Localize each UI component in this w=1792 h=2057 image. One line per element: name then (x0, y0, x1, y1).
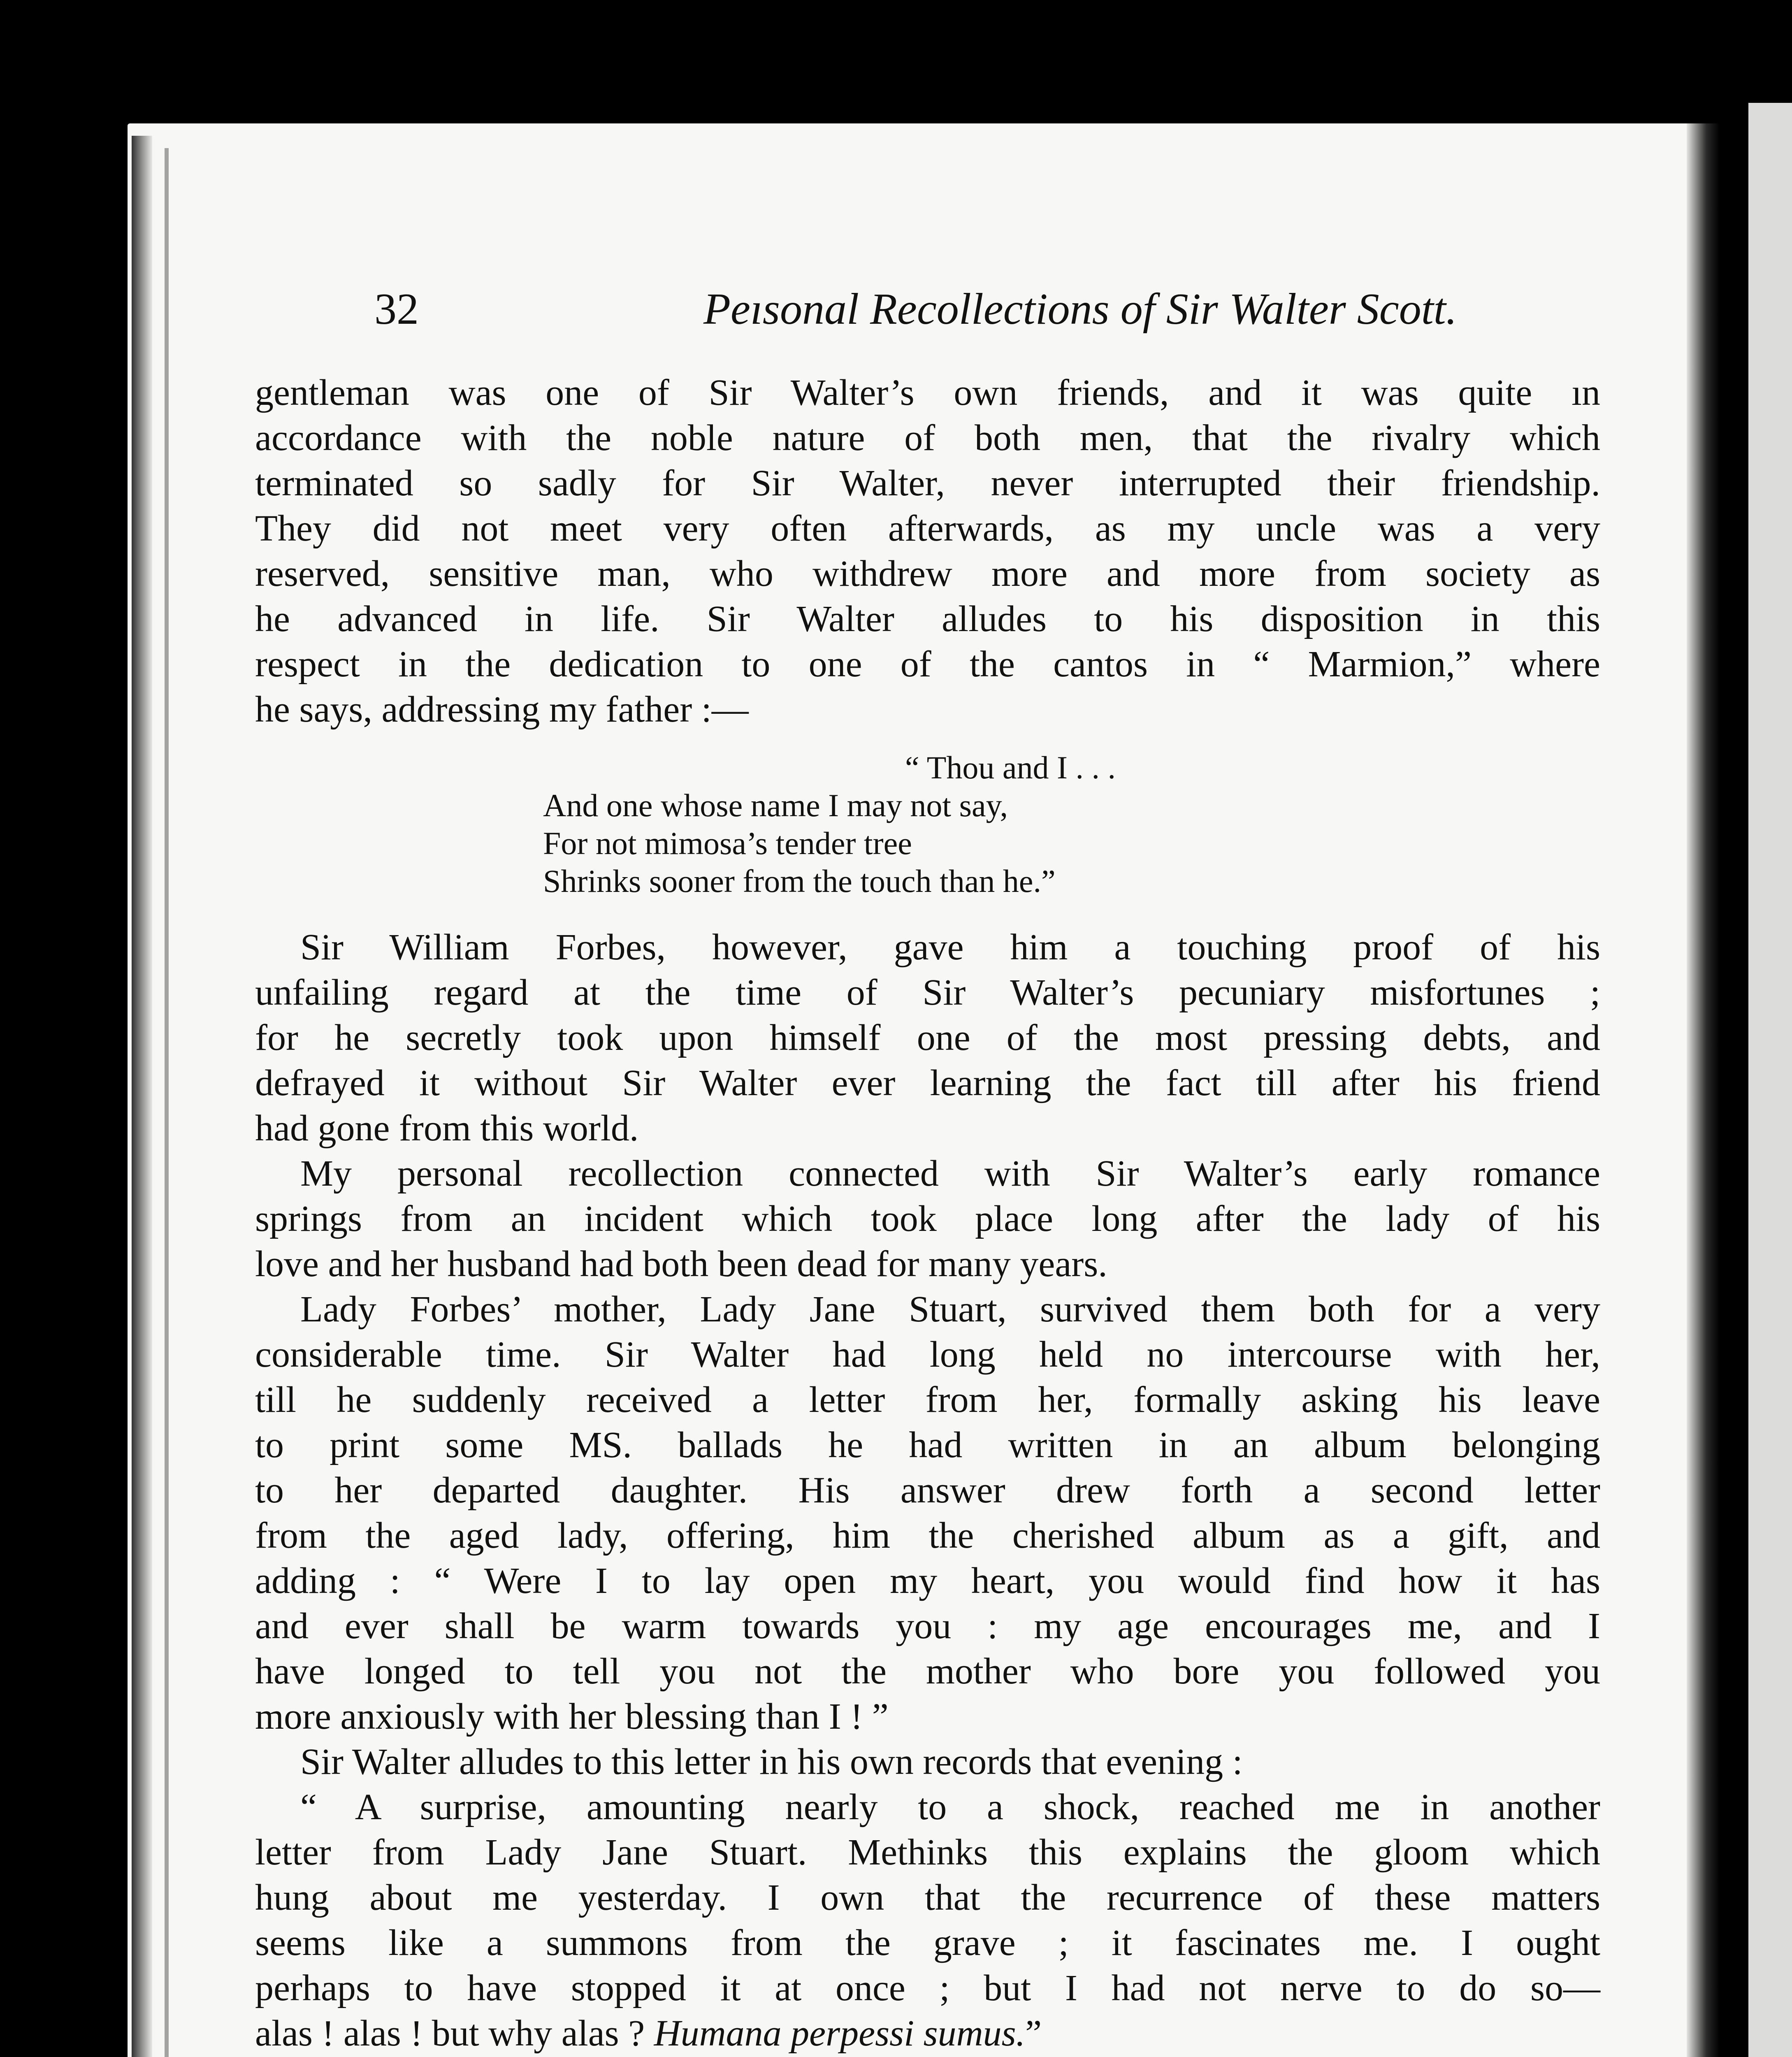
text-line: My personal recollection connected with Sir Walter’s early romance (300, 1153, 1600, 1194)
text-line: perhaps to have stopped it at once ; but I had not nerve to do so— (255, 1968, 1600, 2008)
text-line: Sir Walter alludes to this letter in his own records that evening : (300, 1741, 1243, 1782)
text-line: considerable time. Sir Walter had long held no intercourse with her, (255, 1334, 1600, 1375)
facing-page-edge (1748, 103, 1792, 2057)
text-line: accordance with the noble nature of both men, that the rivalry which (255, 418, 1600, 458)
text-line: he says, addressing my father :— (255, 689, 749, 730)
text-line: gentleman was one of Sir Walter’s own friends, and it was quite ın (255, 372, 1600, 413)
text-line: more anxiously with her blessing than I ! ” (255, 1696, 889, 1737)
text-line: letter from Lady Jane Stuart. Methinks this explains the gloom which (255, 1832, 1600, 1873)
text-line: adding : “ Were I to lay open my heart, you would find how it has (255, 1560, 1600, 1601)
text-line: respect in the dedication to one of the cantos in “ Marmion,” where (255, 644, 1600, 685)
paragraph-2 (255, 925, 1600, 1151)
verse-line: And one whose name I may not say, (543, 787, 1008, 823)
text-line: Sir William Forbes, however, gave him a touching proof of his (300, 927, 1600, 968)
verse-line: For not mimosa’s tender tree (543, 825, 912, 861)
gutter-line (165, 148, 169, 2057)
text-line: love and her husband had both been dead for many years. (255, 1244, 1107, 1284)
page-number: 32 (374, 285, 419, 334)
gutter-shadow (132, 136, 152, 2057)
running-title: Peısonal Recollections of Sir Walter Scott. (703, 285, 1457, 334)
latin-phrase: Humana perpessi sumus. (654, 2013, 1026, 2054)
text-line: reserved, sensitive man, who withdrew more and more from society as (255, 553, 1600, 594)
verse-quotation (255, 749, 1600, 900)
text-line: “ A surprise, amounting nearly to a shock, reached me in another (300, 1787, 1600, 1827)
text-line: to her departed daughter. His answer drew forth a second letter (255, 1470, 1600, 1511)
verse-line: Shrinks sooner from the touch than he.” (543, 863, 1056, 899)
text-line: unfailing regard at the time of Sir Walter’s pecuniary misfortunes ; (255, 972, 1600, 1013)
paragraph-3 (255, 1151, 1600, 1287)
text-line: hung about me yesterday. I own that the recurrence of these matters (255, 1877, 1600, 1918)
text-line: and ever shall be warm towards you : my age encourages me, and I (255, 1606, 1600, 1646)
text-line: he advanced in life. Sir Walter alludes to his disposition in this (255, 599, 1600, 639)
paragraph-1 (255, 370, 1600, 732)
text-line: had gone from this world. (255, 1108, 639, 1149)
text-line: to print some MS. ballads he had written in an album belonging (255, 1425, 1600, 1465)
paragraph-5 (255, 1739, 1600, 1785)
text-line: They did not meet very often afterwards, as my uncle was a very (255, 508, 1600, 549)
text-line: defrayed it without Sir Walter ever learning the fact till after his friend (255, 1063, 1600, 1103)
text-line: Lady Forbes’ mother, Lady Jane Stuart, survived them both for a very (300, 1289, 1600, 1330)
text-line: have longed to tell you not the mother who bore you followed you (255, 1651, 1600, 1692)
text-line (255, 2011, 1600, 2056)
body-text (255, 370, 1600, 2057)
page-right-edge (1687, 123, 1720, 2057)
text-line: for he secretly took upon himself one of the most pressing debts, and (255, 1017, 1600, 1058)
text-line: springs from an incident which took place long after the lady of his (255, 1198, 1600, 1239)
text-line: from the aged lady, offering, him the cherished album as a gift, and (255, 1515, 1600, 1556)
paragraph-4 (255, 1287, 1600, 1739)
text-line: till he suddenly received a letter from her, formally asking his leave (255, 1379, 1600, 1420)
paragraph-6 (255, 1785, 1600, 2056)
closing-quote: ” (1025, 2013, 1042, 2054)
text-line: terminated so sadly for Sir Walter, never interrupted their friendship. (255, 463, 1600, 504)
text-line: seems like a summons from the grave ; it fascinates me. I ought (255, 1922, 1600, 1963)
verse-line: “ Thou and I . . . (905, 750, 1116, 785)
running-header (251, 284, 1609, 350)
text-run: alas ! alas ! but why alas ? (255, 2013, 654, 2054)
